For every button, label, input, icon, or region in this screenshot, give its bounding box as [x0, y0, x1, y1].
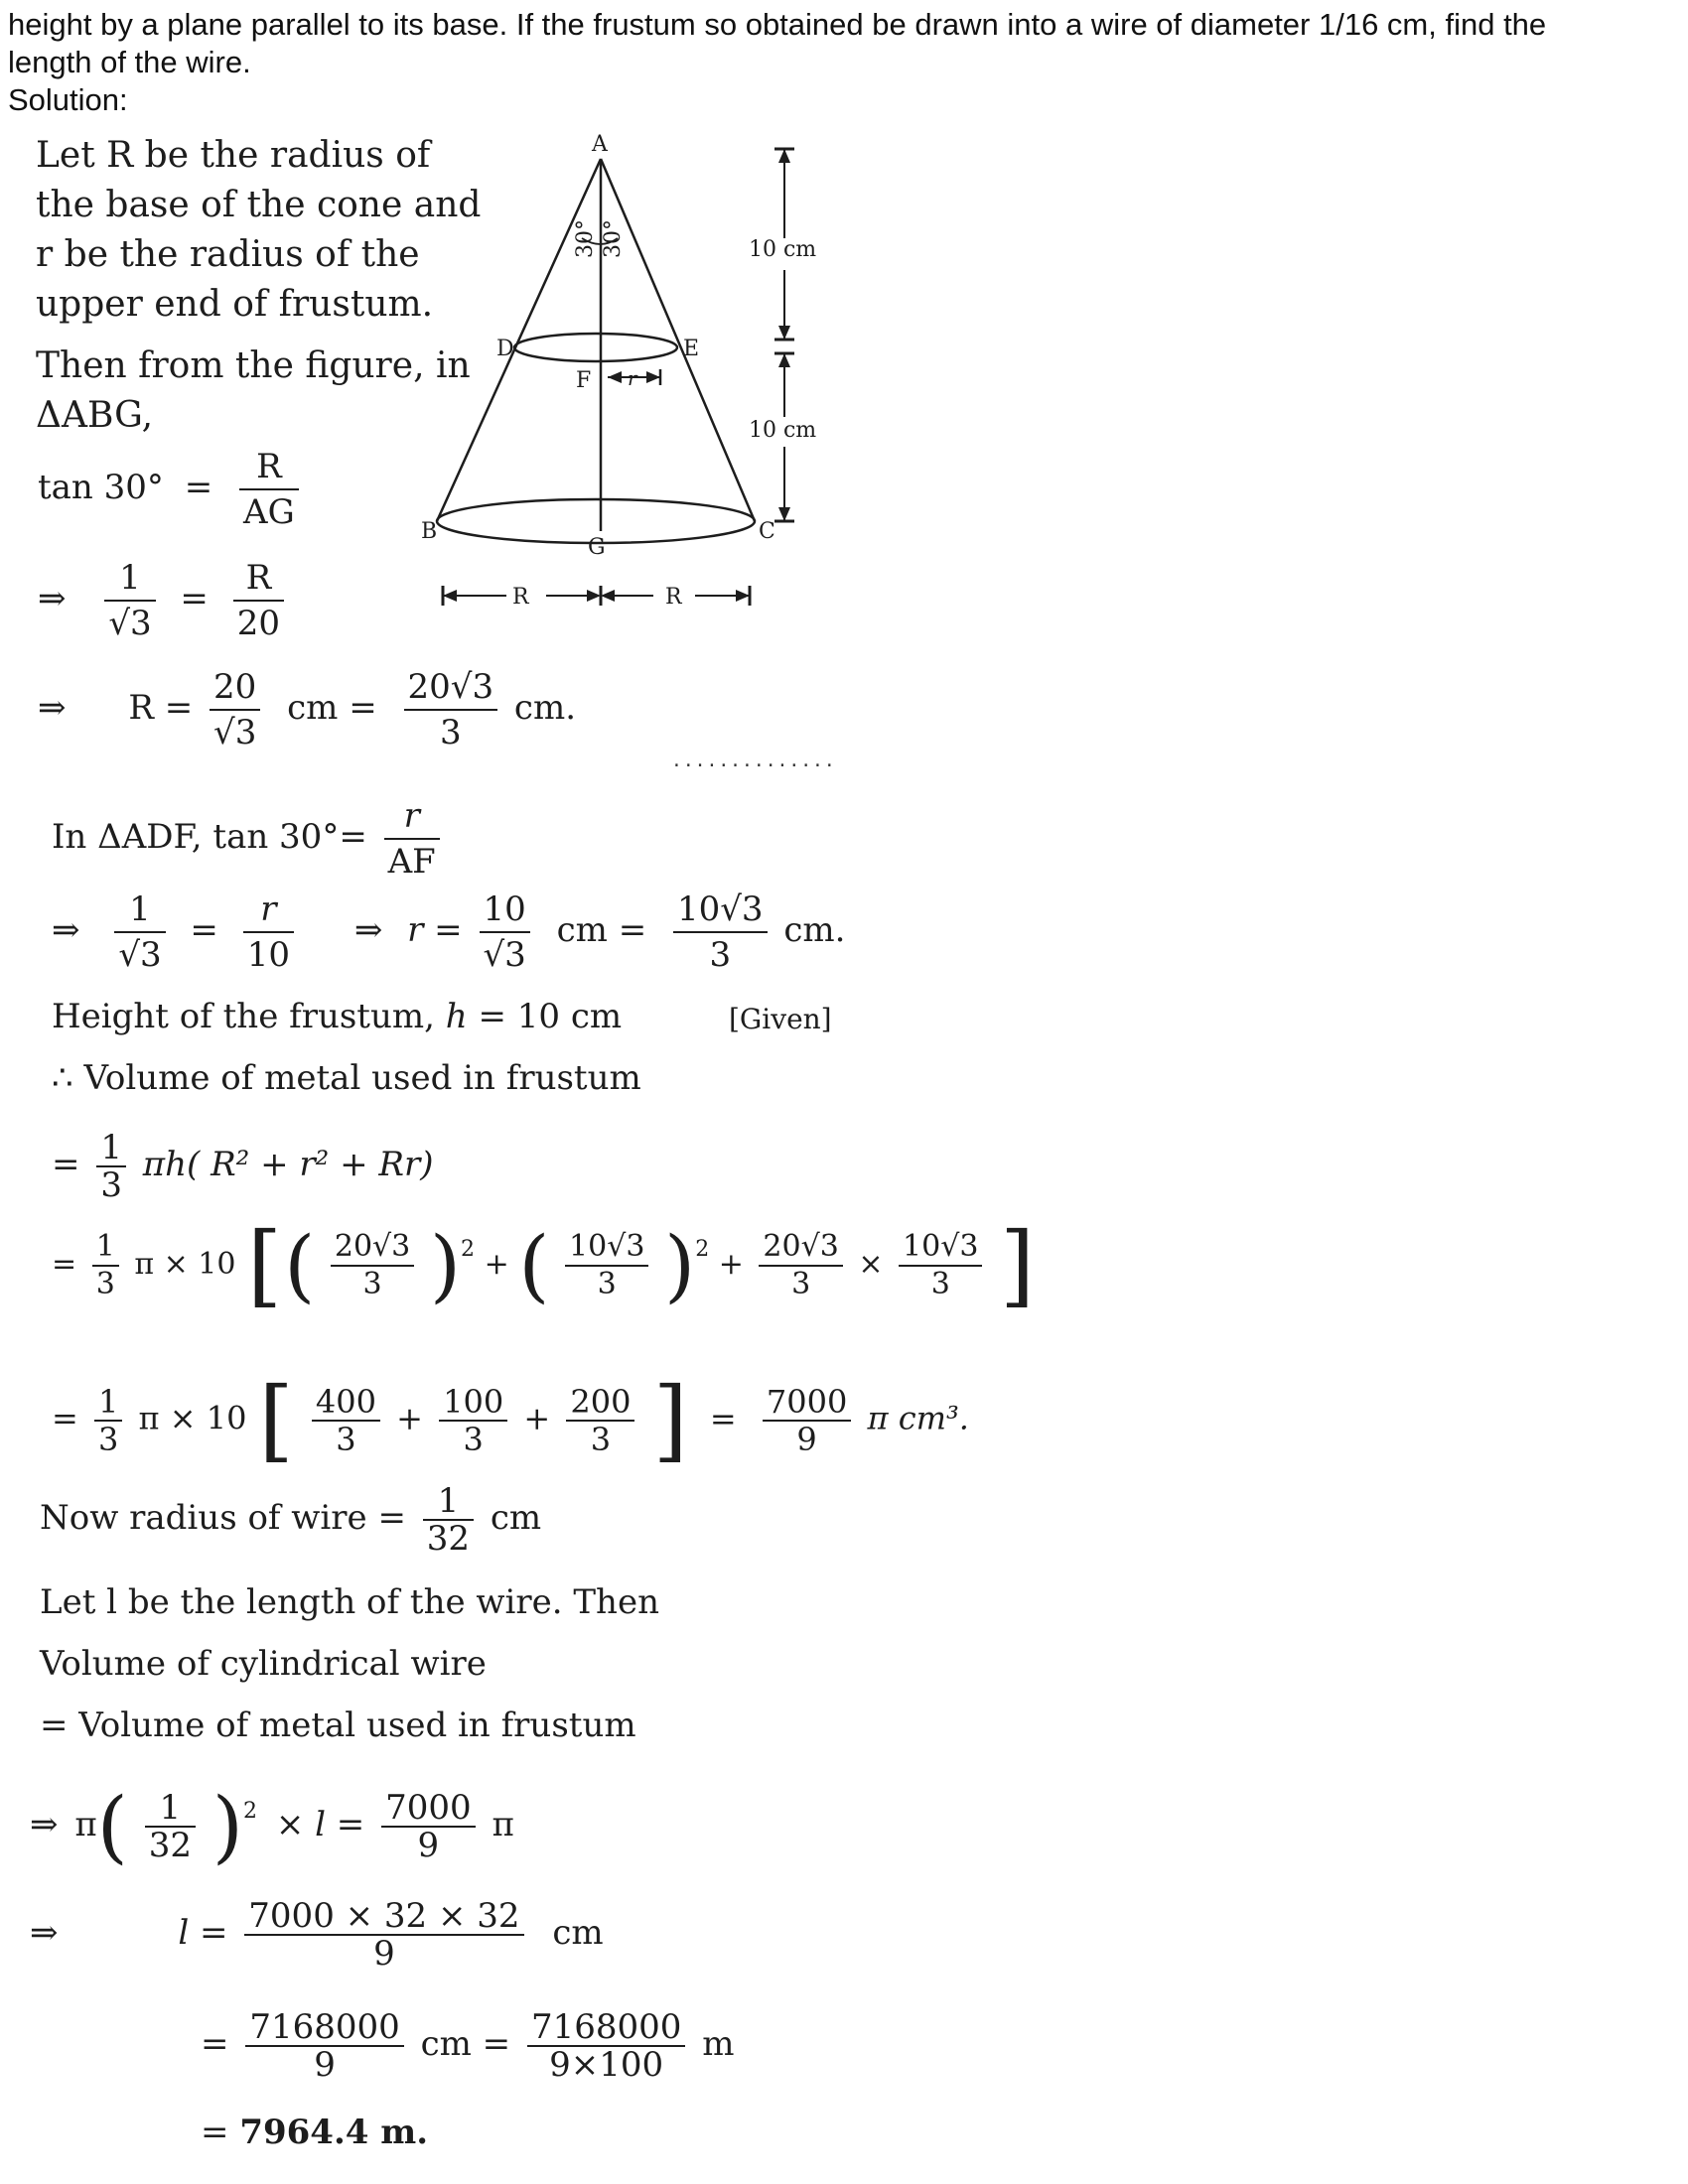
step-3-arrow: ⇒	[38, 688, 67, 728]
step-5-den3: √3	[483, 935, 526, 975]
vol2-d-den: 3	[930, 1267, 950, 1301]
dim-bottom-label: 10 cm	[749, 418, 817, 443]
volume-label: ∴ Volume of metal used in frustum	[52, 1058, 641, 1098]
step-4-den: AF	[387, 842, 436, 882]
vol2-sq1: 2	[461, 1237, 476, 1262]
vol3-num: 1	[94, 1384, 122, 1422]
question-line-2: length of the wire.	[8, 45, 251, 79]
step-6-num: 1	[145, 1790, 196, 1828]
intro-line-4: upper end of frustum.	[36, 284, 434, 325]
vol3-eq2: =	[709, 1399, 737, 1437]
height-value: = 10 cm	[478, 997, 623, 1036]
step-5-den2: 10	[246, 935, 290, 975]
step-1	[38, 445, 305, 534]
intro-line-3: r be the radius of the	[36, 234, 420, 275]
step-8-num1: 7168000	[245, 2009, 403, 2047]
R-right-label: R	[665, 585, 682, 610]
vol2-a-num: 20√3	[331, 1229, 414, 1267]
volume-result: = $\frac{1}{3}$ π × 10 [ $\frac{400}{3}$ + $\frac{100}{3}$ + $\frac{200}{3}$ ] = $\frac{7000}{9}$ π cm³.	[52, 1368, 969, 1472]
step-3-den1: √3	[213, 713, 257, 752]
vol3-r-den: 9	[796, 1421, 817, 1458]
step-8-num2: 7168000	[527, 2009, 685, 2047]
step-8-unit1: cm =	[420, 2024, 511, 2064]
step-8	[201, 2009, 734, 2083]
step-1-eq: =	[184, 468, 213, 507]
step-5-unit2: cm.	[783, 910, 846, 950]
step-7-unit: cm	[552, 1913, 604, 1953]
vol2-b-den: 3	[597, 1267, 617, 1301]
step-2-den1: √3	[108, 604, 152, 643]
vol3-unit: π cm³.	[867, 1399, 969, 1437]
dim-top-label: 10 cm	[749, 237, 817, 262]
given-label: [Given]	[729, 1003, 832, 1035]
vol2-a-den: 3	[362, 1267, 382, 1301]
vol3-r-num: 7000	[763, 1384, 851, 1422]
vol1-rest: πh( R² + r² + Rr)	[142, 1145, 434, 1184]
small-r-label: r	[628, 366, 637, 390]
question-line-1: height by a plane parallel to its base. If the frustum so obtained be drawn into a wire of diameter 1/16 cm, find the	[8, 7, 1547, 42]
step-5-den1: √3	[118, 935, 162, 975]
vol-eq-line: = Volume of metal used in frustum	[40, 1706, 636, 1745]
step-4-num: r	[384, 794, 440, 840]
step-6-times-l: × l =	[275, 1805, 365, 1844]
step-6-r-num: 7000	[381, 1790, 476, 1828]
step-5-num2: r	[243, 887, 294, 933]
label-E: E	[683, 337, 700, 361]
vol3-c-den: 3	[590, 1421, 612, 1458]
vol3-pre: π × 10	[138, 1399, 247, 1437]
dotted-separator: ..............	[671, 751, 836, 771]
vol1-eq: =	[52, 1145, 80, 1184]
vol2-num: 1	[92, 1229, 119, 1267]
vol3-c-num: 200	[566, 1384, 634, 1422]
step-7-arrow: ⇒	[30, 1913, 59, 1953]
step-3	[38, 665, 576, 754]
wire-radius-line	[40, 1483, 541, 1557]
step-4	[52, 794, 446, 884]
height-var: h	[445, 997, 468, 1036]
vol2-plus2: +	[718, 1247, 744, 1282]
label-D: D	[496, 337, 514, 361]
final-answer	[201, 2113, 428, 2152]
step-5-unit1: cm =	[556, 910, 647, 950]
step-6-pi: π	[74, 1805, 97, 1844]
step-8-den2: 9×100	[549, 2045, 664, 2085]
label-A: A	[592, 132, 608, 157]
step-3-num1: 20	[210, 665, 260, 711]
vol2-c-num: 20√3	[759, 1229, 842, 1267]
intro-line-5: Then from the figure, in	[36, 345, 471, 386]
vol3-b-den: 3	[463, 1421, 484, 1458]
intro-line-6: ΔABG,	[36, 395, 154, 436]
vol2-den: 3	[95, 1267, 115, 1301]
wire-radius-num: 1	[423, 1483, 474, 1521]
step-6-pi2: π	[492, 1805, 514, 1844]
vol2-c-den: 3	[791, 1267, 811, 1301]
vol3-b-num: 100	[439, 1384, 507, 1422]
wire-radius-unit: cm	[490, 1498, 542, 1538]
step-5-lhs: r =	[407, 910, 463, 950]
step-5-num3: 10	[480, 887, 530, 933]
vol3-plus1: +	[396, 1399, 423, 1437]
step-7	[30, 1898, 604, 1972]
height-text: Height of the frustum,	[52, 997, 435, 1036]
vol2-d-num: 10√3	[899, 1229, 982, 1267]
intro-line-1: Let R be the radius of	[36, 135, 431, 176]
step-8-unit2: m	[702, 2024, 735, 2064]
cone-left-edge	[437, 159, 601, 521]
vol2-times: ×	[858, 1247, 884, 1282]
step-2-eq: =	[180, 579, 209, 618]
step-5-den4: 3	[709, 935, 732, 975]
step-3-lhs: R =	[128, 688, 194, 728]
question-text	[8, 6, 1676, 119]
vol3-plus2: +	[523, 1399, 551, 1437]
step-6-den: 32	[148, 1826, 192, 1865]
vol3-eq: =	[52, 1399, 78, 1437]
vol2-pre: π × 10	[134, 1247, 236, 1282]
step-2-arrow: ⇒	[38, 579, 67, 618]
cone-figure	[397, 119, 834, 615]
wire-radius-den: 32	[426, 1519, 471, 1559]
step-5-num4: 10√3	[673, 887, 768, 933]
step-6-sq: 2	[243, 1799, 257, 1824]
answer-eq: =	[201, 2113, 229, 2152]
R-left-label: R	[512, 585, 529, 610]
step-5-num1: 1	[114, 887, 165, 933]
step-8-den1: 9	[314, 2045, 336, 2085]
solution-label: Solution:	[8, 82, 128, 117]
step-3-unit2: cm.	[513, 688, 576, 728]
step-7-den: 9	[373, 1934, 395, 1974]
label-G: G	[588, 535, 606, 560]
step-1-den: AG	[243, 492, 295, 532]
label-F: F	[576, 368, 592, 393]
step-3-unit1: cm =	[287, 688, 377, 728]
volume-substitution: = $\frac{1}{3}$ π × 10 [( $\frac{20√3}{3}$ )$^2$ + ( $\frac{10√3}{3}$ )$^2$ + $\frac{20√3}{3}$ × $\frac{10√3}{3}$ ]	[52, 1213, 1036, 1317]
vol2-b-num: 10√3	[565, 1229, 648, 1267]
step-3-den2: 3	[439, 713, 462, 752]
step-2-den2: 20	[236, 604, 280, 643]
vol3-a-num: 400	[312, 1384, 380, 1422]
vol1-den: 3	[100, 1165, 122, 1205]
vol2-sq2: 2	[695, 1237, 710, 1262]
step-4-text: In ΔADF, tan 30°=	[52, 817, 367, 857]
vol1-num: 1	[96, 1130, 126, 1167]
step-1-lhs: tan 30°	[38, 468, 164, 507]
step-5-eq: =	[190, 910, 218, 950]
top-ellipse	[514, 334, 677, 361]
volume-formula	[52, 1130, 434, 1203]
label-C: C	[759, 519, 775, 544]
angle-right-label: 30°	[601, 219, 626, 258]
vol2-plus1: +	[484, 1247, 509, 1282]
vol3-a-den: 3	[336, 1421, 356, 1458]
step-1-num: R	[239, 445, 299, 490]
answer-value: 7964.4 m.	[239, 2113, 429, 2152]
vol2-eq: =	[52, 1247, 77, 1282]
vol3-den: 3	[97, 1421, 119, 1458]
step-2-num1: 1	[104, 556, 155, 602]
step-6: ⇒ π( $\frac{1}{32}$ )$^2$ × l = $\frac{7000}{9}$ π	[30, 1780, 514, 1872]
let-l-line: Let l be the length of the wire. Then	[40, 1582, 659, 1622]
label-B: B	[421, 519, 438, 544]
height-line	[52, 997, 622, 1036]
step-6-r-den: 9	[417, 1826, 440, 1865]
wire-radius-text: Now radius of wire =	[40, 1498, 406, 1538]
step-2	[38, 556, 290, 645]
cone-right-edge	[601, 159, 755, 521]
step-7-lhs: l =	[178, 1913, 228, 1953]
step-6-arrow: ⇒	[30, 1805, 59, 1844]
step-8-eq: =	[201, 2024, 229, 2064]
angle-left-label: 30°	[573, 219, 598, 258]
step-5-arrow2: ⇒	[353, 910, 383, 950]
step-5	[52, 887, 845, 977]
step-7-num: 7000 × 32 × 32	[244, 1898, 523, 1936]
vol-wire-line: Volume of cylindrical wire	[40, 1644, 487, 1684]
step-3-num2: 20√3	[404, 665, 498, 711]
step-5-arrow: ⇒	[52, 910, 80, 950]
step-2-num2: R	[233, 556, 284, 602]
intro-line-2: the base of the cone and	[36, 185, 482, 225]
